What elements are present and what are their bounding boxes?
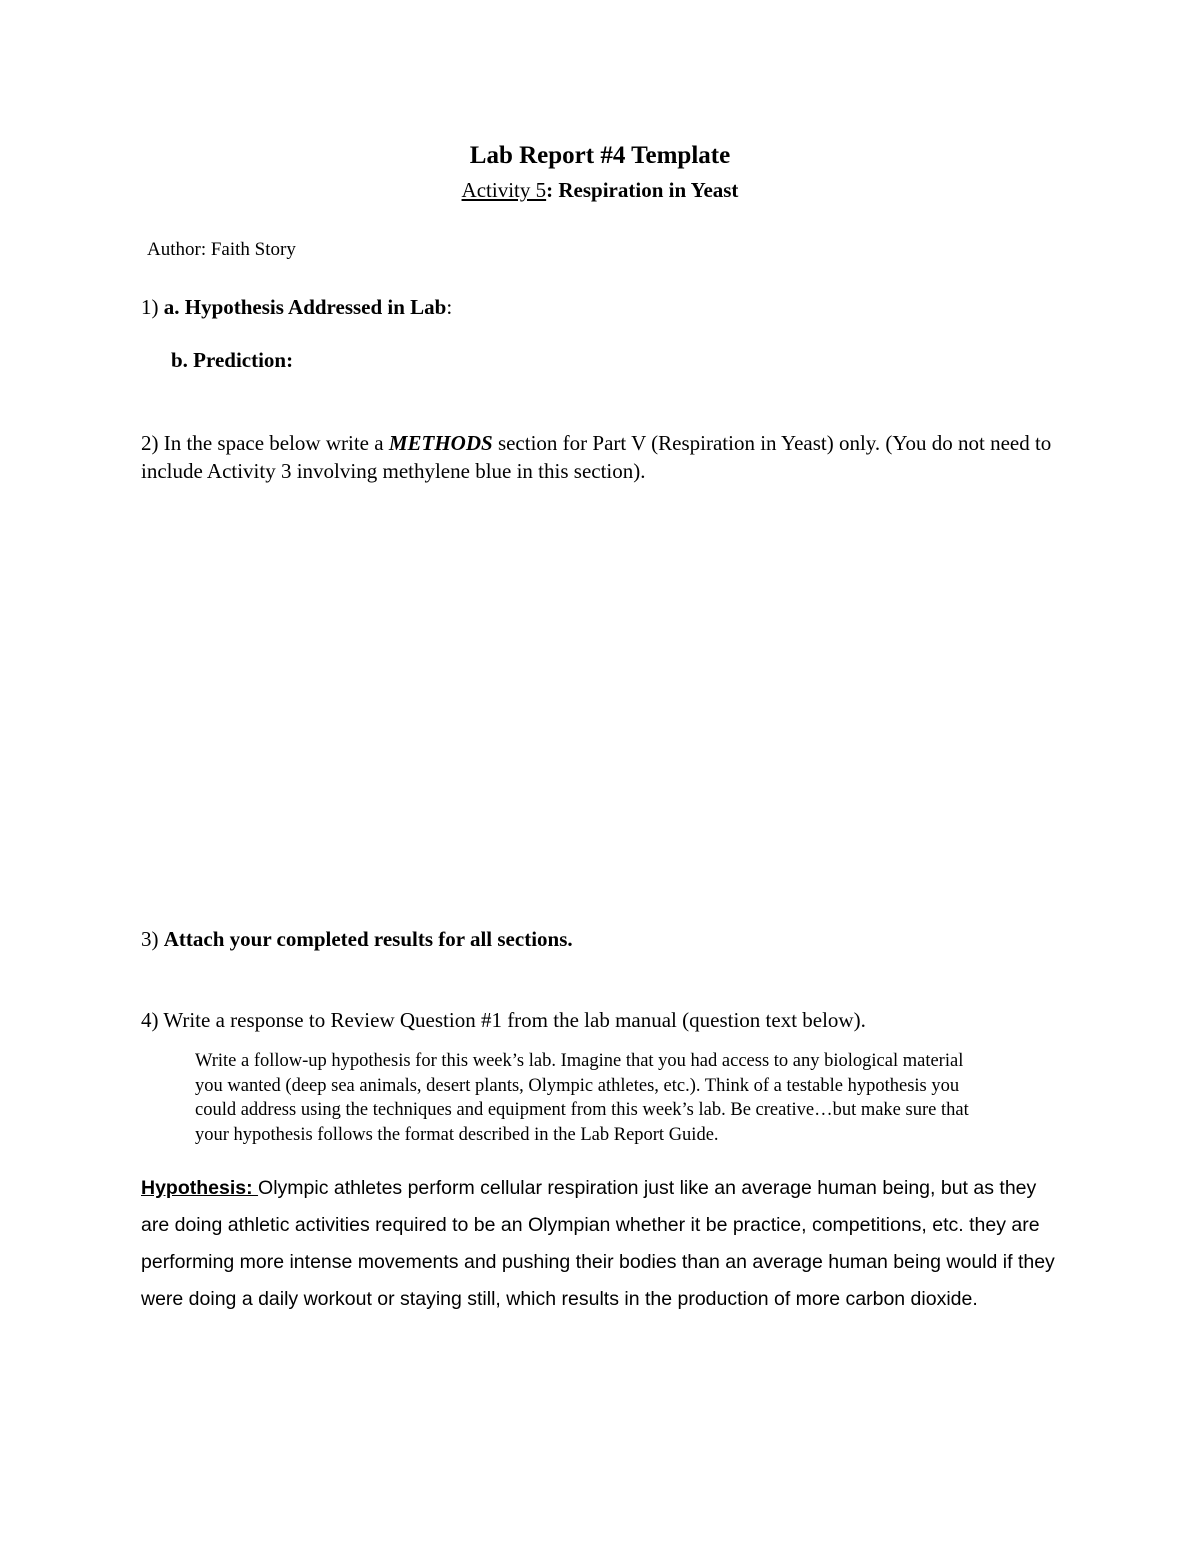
methods-emphasis: METHODS <box>388 431 493 455</box>
question-2-rest: section for Part V (Respiration in Yeast) only. (You do not need to include Activity 3 involving methylene blue in this section). <box>141 431 1052 483</box>
question-1-number: 1) <box>141 295 164 319</box>
hypothesis-answer <box>141 1170 1066 1318</box>
question-3-number: 3) <box>141 927 164 951</box>
answer-label: Hypothesis: <box>141 1177 259 1199</box>
prediction-heading: b. Prediction: <box>171 348 294 372</box>
hypothesis-colon: : <box>446 295 453 319</box>
document-title: Lab Report #4 Template <box>469 142 731 169</box>
question-1a <box>141 295 452 320</box>
activity-label: Activity 5 <box>461 178 547 202</box>
document-subtitle <box>0 178 1200 203</box>
question-4: 4) Write a response to Review Question #1 from the lab manual (question text below). <box>141 1008 866 1032</box>
activity-name: : Respiration in Yeast <box>546 178 739 202</box>
answer-text: Olympic athletes perform cellular respiration just like an average human being, but as they are doing athletic activities required to be an Olympian whether it be practice, competitions, etc. they are performing more intense movements and pushing their bodies than an average human being would if they were doing a daily workout or staying still, which results in the production of more carbon dioxide. <box>141 1177 1055 1310</box>
author-line: Author: Faith Story <box>147 239 296 260</box>
question-2-intro: 2) In the space below write a <box>141 431 389 455</box>
hypothesis-heading: a. Hypothesis Addressed in Lab <box>163 295 447 319</box>
question-3-text: Attach your completed results for all sections. <box>163 927 573 951</box>
review-question-text: Write a follow-up hypothesis for this week’s lab. Imagine that you had access to any biological material you wanted (deep sea animals, desert plants, Olympic athletes, etc.). Think of a testable hypothesis you could address using the techniques and equipment from this week’s lab. Be creative…but make sure that your hypothesis follows the format described in the Lab Report Guide. <box>195 1051 969 1145</box>
question-3 <box>141 927 573 952</box>
question-2 <box>141 429 1071 485</box>
